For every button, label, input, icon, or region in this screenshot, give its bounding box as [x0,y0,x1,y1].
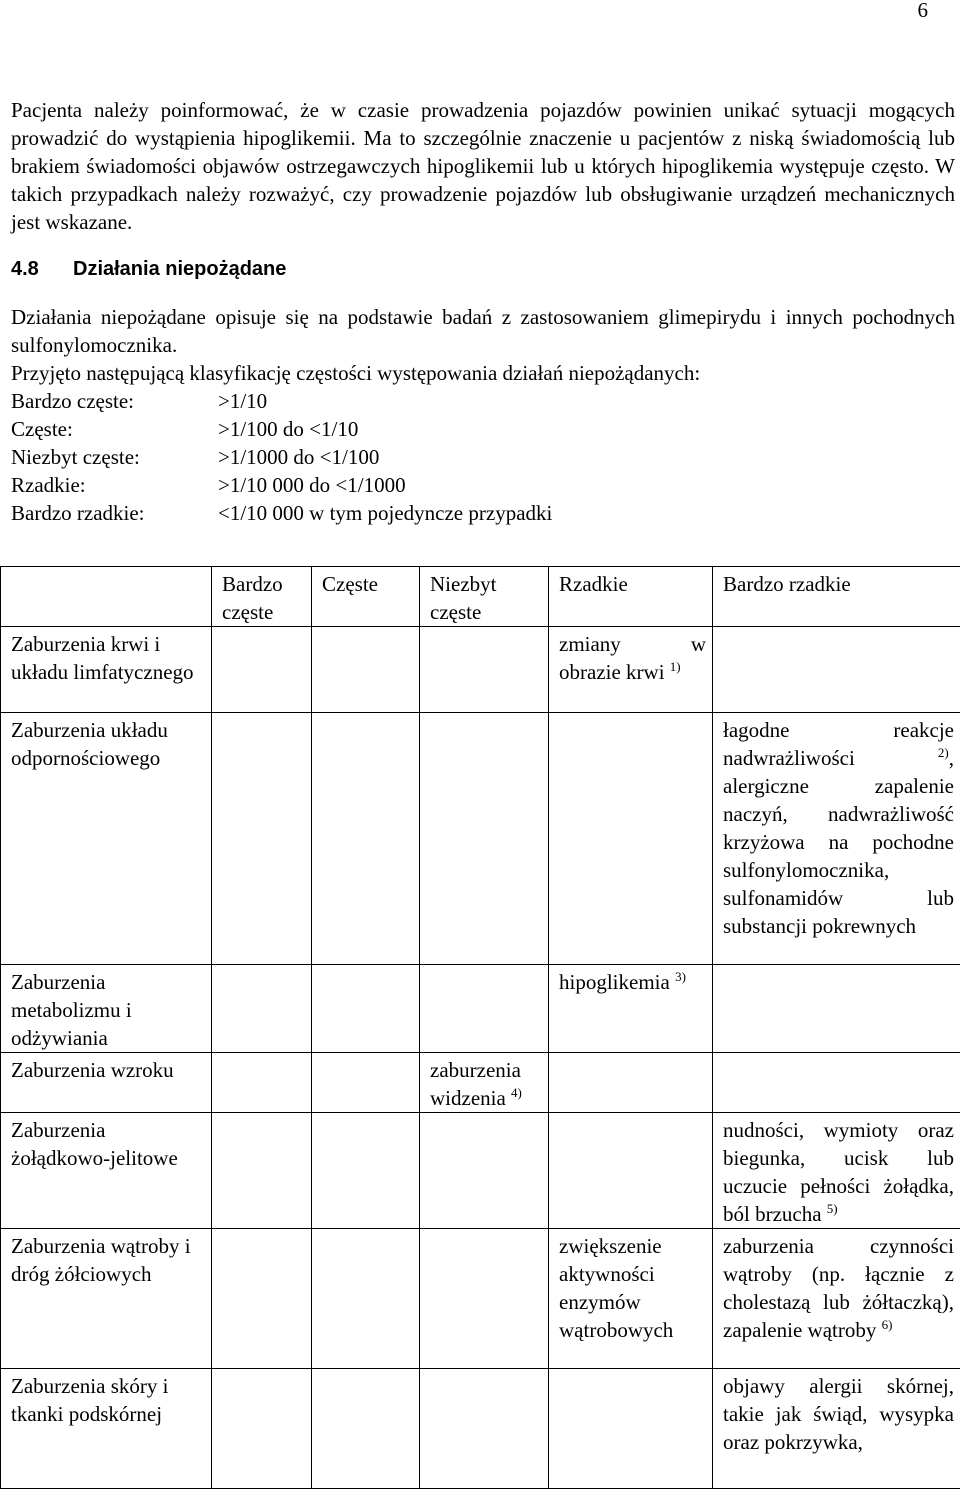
driving-warning-paragraph: Pacjenta należy poinformować, że w czasie prowadzenia pojazdów powinien unikać sytuacji mogących prowadzić do wystąpienia hipoglikemii. Ma to szczególnie znaczenie u pacjentów z niską świadomością lub brakiem świadomości objawów ostrzegawczych hipoglikemii lub u których hipoglikemia występuje często. W takich przypadkach należy rozważyć, czy prowadzenie pojazdów lub obsługiwanie urządzeń mechanicznych jest wskazane. [11,96,955,236]
very-rare-cell [713,627,960,713]
rare-cell: zmiany w obrazie krwi $^{1)}$ [549,627,713,713]
uncommon-cell [420,627,549,713]
rare-cell [549,1113,713,1229]
document-body [11,96,955,527]
frequency-range: <1/10 000 w tym pojedyncze przypadki [218,499,552,527]
frequency-range: >1/10 000 do <1/1000 [218,471,406,499]
frequency-range: >1/100 do <1/10 [218,415,358,443]
uncommon-cell [420,1229,549,1369]
very-rare-cell: łagodne reakcje nadwrażliwości $^{2)}$, alergiczne zapalenie naczyń, nadwrażliwość krzyżowa na pochodne sulfonylomocznika, sulfonamidów lub substancji pokrewnych [713,713,960,965]
frequency-row [11,499,955,527]
rare-cell [549,1053,713,1113]
header-cell-very-rare: Bardzo rzadkie [713,567,960,627]
very-common-cell [212,1053,312,1113]
soc-cell: Zaburzenia układu odpornościowego [1,713,212,965]
soc-cell: Zaburzenia wątroby i dróg żółciowych [1,1229,212,1369]
rare-cell: zwiększenie aktywności enzymów wątrobowych [549,1229,713,1369]
frequency-row [11,471,955,499]
soc-cell: Zaburzenia żołądkowo-jelitowe [1,1113,212,1229]
table-row [1,627,960,713]
uncommon-cell [420,1113,549,1229]
section-number: 4.8 [11,255,73,283]
common-cell [312,1369,420,1489]
common-cell [312,1229,420,1369]
section-title: Działania niepożądane [73,258,286,280]
uncommon-cell [420,713,549,965]
frequency-range: >1/10 [218,387,267,415]
common-cell [312,713,420,965]
soc-cell: Zaburzenia wzroku [1,1053,212,1113]
rare-cell [549,1369,713,1489]
header-cell-soc [1,567,212,627]
very-common-cell [212,713,312,965]
frequency-range: >1/1000 do <1/100 [218,443,379,471]
rare-cell [549,713,713,965]
rare-cell: hipoglikemia $^{3)}$ [549,965,713,1053]
frequency-row [11,443,955,471]
header-cell-rare: Rzadkie [549,567,713,627]
very-rare-cell [713,1053,960,1113]
very-common-cell [212,965,312,1053]
very-rare-cell [713,965,960,1053]
frequency-row [11,387,955,415]
common-cell [312,965,420,1053]
uncommon-cell [420,1369,549,1489]
frequency-term: Rzadkie: [11,471,218,499]
frequency-list [11,387,955,527]
frequency-term: Częste: [11,415,218,443]
common-cell [312,1113,420,1229]
very-common-cell [212,1229,312,1369]
soc-cell: Zaburzenia skóry i tkanki podskórnej [1,1369,212,1489]
very-rare-cell: nudności, wymioty oraz biegunka, ucisk lub uczucie pełności żołądka, ból brzucha $^{5)}$ [713,1113,960,1229]
frequency-term: Bardzo częste: [11,387,218,415]
header-cell-uncommon: Niezbyt częste [420,567,549,627]
page-number: 6 [918,0,929,23]
very-common-cell [212,1369,312,1489]
uncommon-cell: zaburzenia widzenia $^{4)}$ [420,1053,549,1113]
common-cell [312,627,420,713]
table-row [1,1369,960,1489]
table-row [1,1113,960,1229]
adverse-effects-table [0,566,960,1489]
section-heading [11,255,955,283]
classification-intro: Przyjęto następującą klasyfikację częstości występowania działań niepożądanych: [11,359,955,387]
very-rare-cell: zaburzenia czynności wątroby (np. łącznie z cholestazą lub żółtaczką), zapalenie wątroby $^{6)}$ [713,1229,960,1369]
frequency-term: Niezbyt częste: [11,443,218,471]
very-rare-cell: objawy alergii skórnej, takie jak świąd, wysypka oraz pokrzywka, [713,1369,960,1489]
adverse-effects-intro: Działania niepożądane opisuje się na podstawie badań z zastosowaniem glimepirydu i innych pochodnych sulfonylomocznika. [11,303,955,359]
frequency-term: Bardzo rzadkie: [11,499,218,527]
table-row [1,713,960,965]
common-cell [312,1053,420,1113]
table-row [1,965,960,1053]
header-cell-very-common: Bardzo częste [212,567,312,627]
table-row [1,1053,960,1113]
soc-cell: Zaburzenia krwi i układu limfatycznego [1,627,212,713]
frequency-row [11,415,955,443]
header-cell-common: Częste [312,567,420,627]
table-row [1,1229,960,1369]
very-common-cell [212,1113,312,1229]
uncommon-cell [420,965,549,1053]
table-header-row [1,567,960,627]
very-common-cell [212,627,312,713]
soc-cell: Zaburzenia metabolizmu i odżywiania [1,965,212,1053]
